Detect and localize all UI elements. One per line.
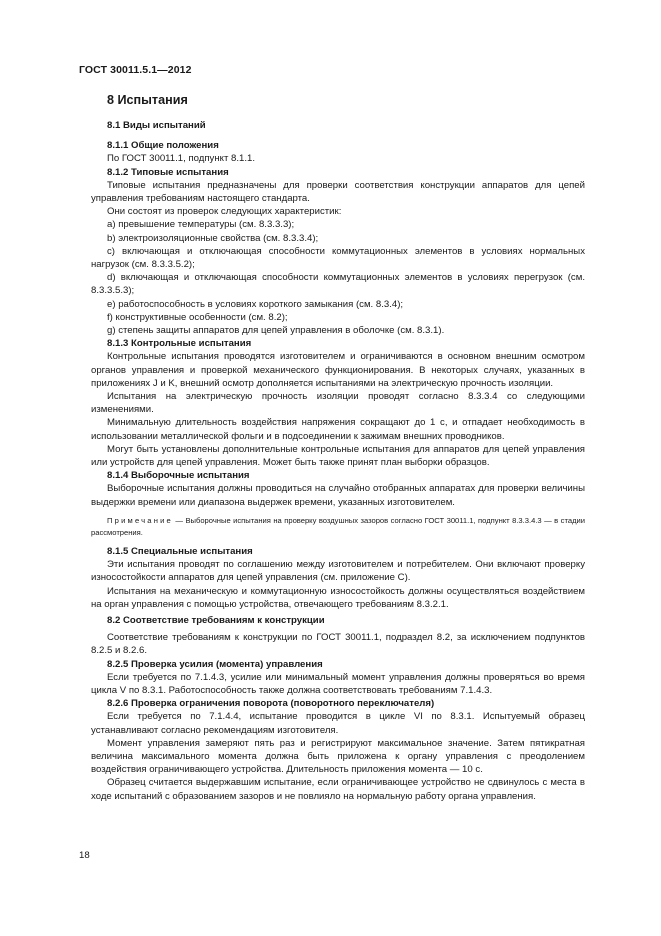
paragraph: Если требуется по 7.1.4.4, испытание проводится в цикле VI по 8.3.1. Испытуемый образец устанавливают согласно рекомендациям изготовителя. [91,711,585,736]
paragraph: Эти испытания проводят по соглашению между изготовителем и потребителем. Они включают проверку износостойкости аппаратов для цепей управления (см. приложение C). [91,559,585,584]
paragraph: Если требуется по 7.1.4.3, усилие или минимальный момент управления должны проверяться во время цикла V по 8.3.1. Работоспособность также должна соответствовать требованиям 7.1.4.3. [91,671,585,696]
heading-8-2-5: 8.2.5 Проверка усилия (момента) управления [107,658,323,670]
heading-8-1-2: 8.1.2 Типовые испытания [107,166,229,178]
paragraph: Испытания на электрическую прочность изоляции проводят согласно 8.3.3.4 со следующими изменениями. [91,391,585,416]
paragraph: Типовые испытания предназначены для проверки соответствия конструкции аппаратов для цепей управления требованиям настоящего стандарта. [91,179,585,205]
paragraph: Могут быть установлены дополнительные контрольные испытания для аппаратов для цепей управления или устройств для цепей управления. Может быть также принят план выборки образцов. [91,443,585,469]
document-body [91,92,585,803]
paragraph: Соответствие требованиям к конструкции по ГОСТ 30011.1, подраздел 8.2, за исключением подпунктов 8.2.5 и 8.2.6. [91,632,585,657]
list-item: f) конструктивные особенности (см. 8.2); [107,311,288,323]
page-number: 18 [79,850,90,861]
heading-8-1-5: 8.1.5 Специальные испытания [107,545,253,557]
list-item: c) включающая и отключающая способности коммутационных элементов в условиях нормальных нагрузок (см. 8.3.3.5.2); [91,245,585,271]
list-item: b) электроизоляционные свойства (см. 8.3.3.4); [107,232,319,244]
heading-8-1-4: 8.1.4 Выборочные испытания [107,470,250,482]
heading-8-1-3: 8.1.3 Контрольные испытания [107,338,252,350]
paragraph: Момент управления замеряют пять раз и регистрируют максимальное значение. Затем пятикратная величина максимального момента должна быть приложена к органу управления с преодолением воздействия ограничивающего устройства. Длительность приложения момента — 10 с. [91,737,585,776]
note [91,515,585,539]
list-item: g) степень защиты аппаратов для цепей управления в оболочке (см. 8.3.1). [107,325,445,337]
list-item: d) включающая и отключающая способности коммутационных элементов в условиях перегрузок (см. 8.3.3.5.3); [91,272,585,297]
list-item: a) превышение температуры (см. 8.3.3.3); [107,219,295,231]
paragraph: Минимальную длительность воздействия напряжения сокращают до 1 с, и отпадает необходимость в использовании металлической фольги и в подсоединении к зажимам внешних проводников. [91,417,585,442]
paragraph: Они состоят из проверок следующих характеристик: [107,206,342,218]
paragraph: Образец считается выдержавшим испытание, если ограничивающее устройство не сдвинулось с места в ходе испытаний с образованием зазоров и не повлияло на нормальную работу органа управления. [91,777,585,802]
paragraph: Выборочные испытания должны проводиться на случайно отобранных аппаратах для проверки величины выдержки времени или диапазона выдержек времени, указанных изготовителем. [91,483,585,508]
heading-8-2-6: 8.2.6 Проверка ограничения поворота (поворотного переключателя) [107,698,435,710]
note-label: Примечание [107,515,173,525]
paragraph: По ГОСТ 30011.1, подпункт 8.1.1. [107,153,256,165]
heading-8-1-1: 8.1.1 Общие положения [107,140,219,152]
list-item: e) работоспособность в условиях короткого замыкания (см. 8.3.4); [107,298,404,310]
document-header: ГОСТ 30011.5.1—2012 [79,64,192,76]
heading-8-1: 8.1 Виды испытаний [107,120,206,131]
paragraph: Испытания на механическую и коммутационную износостойкость должны осуществляться воздействием на орган управления с помощью устройства, отвечающего требованиям 8.3.2.1. [91,585,585,610]
paragraph: Контрольные испытания проводятся изготовителем и ограничиваются в основном внешним осмотром органов управления и проверкой механического функционирования. В некоторых случаях, указанных в приложениях J и K, внешний осмотр дополняется испытаниями на электрическую прочность изоляции. [91,351,585,389]
section-heading-8: 8 Испытания [107,93,188,107]
heading-8-2: 8.2 Соответствие требованиям к конструкции [107,614,325,626]
note-text: — Выборочные испытания на проверку воздушных зазоров согласно ГОСТ 30011.1, подпункт 8.3.3.4.3 — в стадии рассмотрения. [91,515,585,537]
